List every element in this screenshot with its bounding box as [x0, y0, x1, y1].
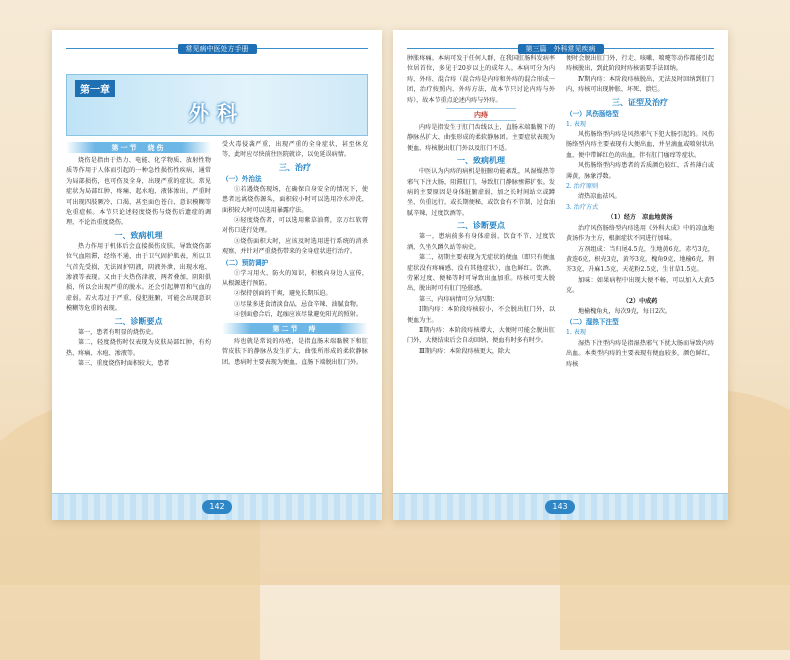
paragraph: ①学习用火、防火的知识，积极向身边人宣传，从根源进行预防。 [222, 269, 368, 288]
prescription-title: （2）中成药 [622, 297, 658, 305]
paragraph: Ⅱ期内痔：本阶段痔核增大，大便时可能会脱出肛门外，大便结束后会自动回纳，便血有时多有时少。 [407, 326, 555, 345]
paragraph: 方剂组成：当归尾4.5克，生地黄6克，赤芍3克，黄连6克，枳壳3克，黄芩3克，槐角9克，地榆6克，荆芥3克，升麻1.5克，天花粉2.5克，生甘草1.5克。 [566, 245, 714, 274]
paragraph: 湿热下注型内痔是指湿热邪气下扰大肠而导致内痔出血。本类型内痔的主要表现有便血较多，颜色鲜红，痔核 [566, 339, 714, 368]
paragraph: Ⅰ期内痔：本阶段痔核较小，不会脱出肛门外，以便血为主。 [407, 306, 555, 324]
prescription-title: （1）经方 凉血地黄汤 [607, 214, 673, 222]
paragraph: 第一，患病前多有身体虚弱、饮食不节、过度饮酒、久坐久蹲久站等病史。 [407, 233, 555, 251]
item-label: 1. 表现 [566, 120, 586, 128]
subheading: （一）风伤肠络型 [566, 109, 619, 118]
running-head-label: 常见病中医处方手册 [178, 44, 257, 54]
paragraph: 第一，患者有明显的烧伤史。 [78, 328, 158, 336]
heading: 一、致病机理 [114, 229, 163, 240]
right-column-1 [407, 54, 555, 357]
heading: 三、治疗 [279, 161, 311, 172]
chapter-title: 外科 [189, 101, 245, 125]
item-label: 2. 治疗原则 [566, 183, 599, 191]
item-label: 1. 表现 [566, 329, 586, 337]
item-label: 3. 治疗方式 [566, 203, 599, 211]
paragraph: ②轻度烧伤者，可以选用紫草油膏，京万红软膏对伤口进行处理。 [222, 217, 368, 235]
paragraph: ①若遇烧伤现场，在确保自身安全的情况下，使患者远离烧伤源头，面积较小时可以选用冷水冲洗，面积较大时可以选用暴露疗法。 [222, 185, 368, 214]
left-column-2 [222, 140, 368, 368]
paragraph: ②保持创面的干爽，避免长期压迫。 [234, 290, 332, 298]
subheading: （一）外治法 [222, 174, 262, 183]
paragraph: 痔也就是常说的痔疮，是指直肠末端黏膜下和肛管皮肤下的静脉丛发生扩大、曲张所形成的柔软静脉团。患病时主要表现为便血，直肠下端脱出肛门外。 [222, 337, 368, 366]
paragraph: 风伤肠络型内痔患者的舌质颜色较红，舌苔薄白或薄黄，脉象浮数。 [566, 162, 714, 180]
left-page [52, 30, 382, 520]
paragraph: 地榆槐角丸，每次9克，每日2次。 [578, 307, 672, 315]
heading: 二、诊断要点 [457, 220, 505, 231]
paragraph: ④创面愈合后，起痂应该尽量避免阳光的照射。 [234, 311, 362, 319]
running-head [66, 36, 368, 53]
subsection-title: 内痔 [446, 108, 516, 121]
chapter-banner [66, 74, 368, 136]
paragraph: Ⅳ期内痔：本阶段痔核脱出，无法及时回纳到肛门内，痔核可出现肿胀、坏死、溃烂。 [566, 75, 714, 94]
subheading: （二）湿热下注型 [566, 318, 619, 327]
heading: 二、诊断要点 [114, 315, 163, 326]
paragraph: 治疗风伤肠络型内痔选用《外科大成》中的凉血地黄汤作为主方，根据症状不同进行加味。 [566, 224, 714, 243]
heading: 三、证型及治疗 [612, 96, 668, 107]
running-head [407, 36, 714, 53]
paragraph: 加味：如果病程中出现大便不畅，可以加入大黄5克。 [566, 276, 714, 295]
paragraph: ③烧伤面积大时，应该及时选用进行系统的消杀观察，并针对严重烧伤带来的全身症状进行治疗。 [222, 237, 368, 256]
right-column-2 [566, 54, 714, 370]
paragraph: 第三，重度烧伤时面积较大，患者 [78, 359, 170, 367]
paragraph: 第三，内痔病情可分为四期： [419, 295, 499, 303]
paragraph: 热力作用于机体后会直接损伤皮肤，导致烧伤部位气血阻滞，经络不通，由于卫气固护肌表，所以卫气首先受损，无法固护阴液，阴液外泄，出现水疱、渗液等表现。又由于火热伤津液，两者叠加，阴阳俱损，所以会出现严重的脱水。还会引起脾胃和气血的虚弱。若火毒过于严重，侵犯脏腑，可能会出现意识模糊等危重的表现。 [66, 242, 211, 313]
paragraph: 烧伤是指由于热力、电能、化学物质、放射性物质等作用于人体而引起的一种急性损伤性疾病，通常为局部损伤，也可伤及全身，出现严重的症状。常见症状为局部红肿、疼痛、起水疱、液体渗出，严重时可出现四肢厥冷、口渴、甚至面色苍白、意识模糊等危重症候。本节只论述轻度烧伤与烧伤后遗症的调理，不论治重度烧伤。 [66, 157, 211, 227]
chapter-tag: 第一章 [75, 80, 115, 97]
paragraph: 肿胀疼痛。本病可发于任何人群，在我国肛肠科发病率位居首位，多见于20岁以上的成年人。本病可分为内痔、外痔、混合痔（混合痔是内痔和外痔的混合形成一团，治疗按照内、外痔方法，故本节只讨论内痔与外痔），故本节重点论述内痔与外痔。 [407, 55, 555, 104]
paragraph: 风伤肠络型内痔是风热邪气下犯大肠引起的。风伤肠络型内痔主要表现有大便出血，并呈滴血或喷射状出血，便中带鲜红色的出血，伴有肛门瘙痒等症状。 [566, 131, 714, 159]
paragraph: 内痔是指发生于肛门齿线以上，直肠末端黏膜下的静脉丛扩大、曲张形成的柔软静脉团。主要症状表现为便血、痔核脱出肛门外以及肛门不适。 [407, 124, 555, 152]
section-title: 第二节 痔 [222, 323, 368, 334]
paragraph: 第二，轻度烧伤时仅表现为皮肤局部红肿，有灼热、疼痛、水疱、渗液等。 [66, 339, 211, 357]
section-title: 第一节 烧伤 [66, 142, 211, 153]
heading: 一、致病机理 [457, 155, 505, 166]
running-head-label: 第三篇 外科常见疾病 [518, 44, 604, 54]
paragraph: 中医认为内痔的病机是脏腑功能紊乱，风湿燥热等邪气下注大肠，阻滞肛门，导致肛门静脉壅滞扩张。发病的主要原因是身体脏腑虚弱，加之长时间站立或蹲坐，负重远行，或长期便秘，或饮食有不节制，过食油腻辛辣，过度饮酒等。 [407, 168, 555, 217]
paragraph: 受火毒侵袭严重，出现严重的全身症状，甚至休克等，此时应尽快前往医院就诊，以免延误病情。 [222, 141, 368, 159]
paragraph: 便时会脱出肛门外，行走、咳嗽、喷嚏等动作都能引起痔核脱出，到此阶段时痔核需要手法回纳。 [566, 55, 714, 73]
paragraph: 清热凉血祛风。 [578, 193, 621, 201]
paragraph: Ⅲ期内痔：本阶段痔核更大，除大 [419, 347, 511, 355]
right-page [393, 30, 728, 520]
subheading: （二）预防调护 [222, 258, 269, 267]
paragraph: ③尽量多进食清淡食品，忌食辛辣、油腻食物。 [234, 300, 362, 308]
paragraph: 第二，初期主要表现为无症状的便血（即只有便血症状没有疼痛感，没有其他症状），血色鲜红。饮酒、劳累过度、便秘等时可导致出血加重。痔核可变大脱出，脱出时可有肛门坠胀感。 [407, 254, 555, 293]
page-number: 142 [202, 500, 232, 514]
left-column-1 [66, 140, 211, 369]
page-number: 143 [545, 500, 575, 514]
